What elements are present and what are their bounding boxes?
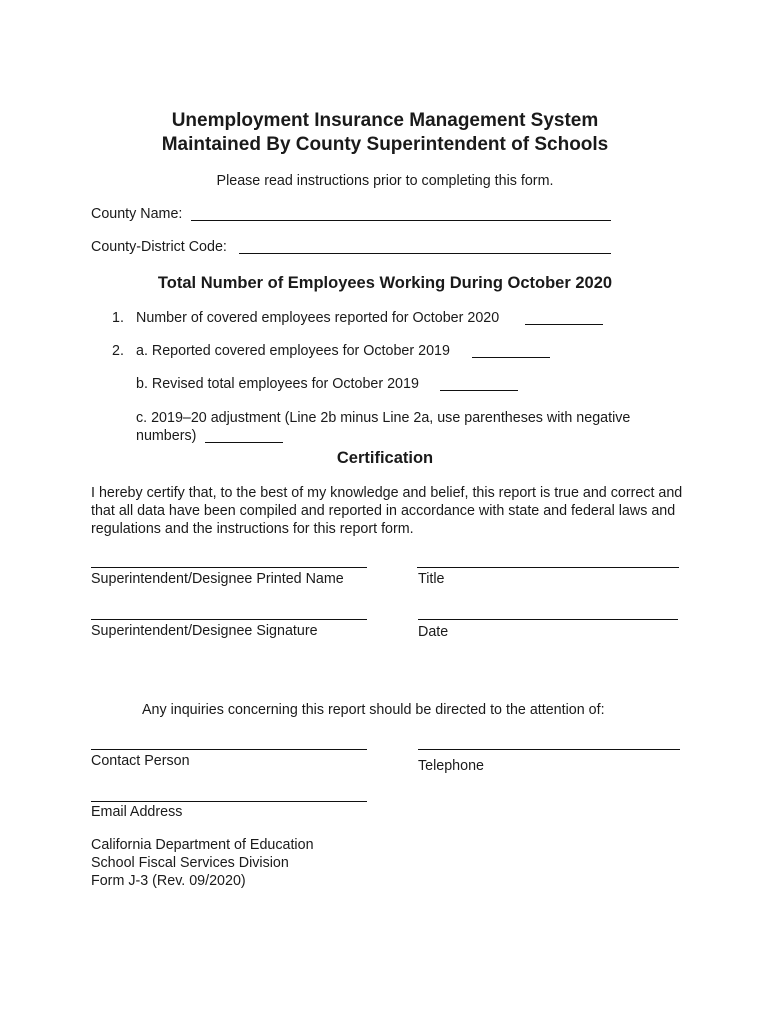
item-2a-field[interactable]	[472, 357, 550, 358]
contact-person-field[interactable]	[91, 749, 367, 750]
county-name-field[interactable]	[191, 220, 611, 221]
county-district-code-field[interactable]	[239, 253, 611, 254]
email-address-label: Email Address	[91, 804, 183, 820]
item-2c-label-line2: numbers)	[136, 428, 197, 444]
footer-division: School Fiscal Services Division	[91, 855, 289, 871]
item-2b-label: b. Revised total employees for October 2019	[136, 376, 419, 392]
footer-form-id: Form J-3 (Rev. 09/2020)	[91, 873, 246, 889]
printed-name-label: Superintendent/Designee Printed Name	[91, 571, 344, 587]
employees-section-heading: Total Number of Employees Working During October 2020	[157, 274, 613, 292]
item-2b-field[interactable]	[440, 390, 518, 391]
inquiries-intro: Any inquiries concerning this report should be directed to the attention of:	[142, 702, 605, 718]
instructions-note: Please read instructions prior to completing this form.	[216, 173, 554, 189]
item-1-number: 1.	[112, 310, 124, 326]
title-label: Title	[418, 571, 445, 587]
certification-statement: I hereby certify that, to the best of my knowledge and belief, this report is true and correct and that all data have been compiled and reported in accordance with state and federal laws and regulations and the instructions for this report form.	[91, 485, 683, 537]
footer-department: California Department of Education	[91, 837, 314, 853]
item-2c-label-line1: c. 2019–20 adjustment (Line 2b minus Line 2a, use parentheses with negative	[136, 410, 631, 426]
telephone-field[interactable]	[418, 749, 680, 750]
date-field[interactable]	[418, 619, 678, 620]
date-label: Date	[418, 624, 449, 640]
certification-heading: Certification	[336, 449, 434, 467]
printed-name-field[interactable]	[91, 567, 367, 568]
signature-field[interactable]	[91, 619, 367, 620]
signature-label: Superintendent/Designee Signature	[91, 623, 318, 639]
email-address-field[interactable]	[91, 801, 367, 802]
item-1-field[interactable]	[525, 324, 603, 325]
contact-person-label: Contact Person	[91, 753, 190, 769]
county-name-label: County Name:	[91, 206, 183, 222]
item-2a-label: a. Reported covered employees for October 2019	[136, 343, 450, 359]
telephone-label: Telephone	[418, 758, 484, 774]
item-2c-field[interactable]	[205, 442, 283, 443]
document-title-line-1: Unemployment Insurance Management System	[171, 110, 599, 131]
item-1-label: Number of covered employees reported for October 2020	[136, 310, 500, 326]
item-2-number: 2.	[112, 343, 124, 359]
county-district-code-label: County-District Code:	[91, 239, 227, 255]
title-field[interactable]	[417, 567, 679, 568]
document-title-line-2: Maintained By County Superintendent of Schools	[161, 134, 609, 155]
